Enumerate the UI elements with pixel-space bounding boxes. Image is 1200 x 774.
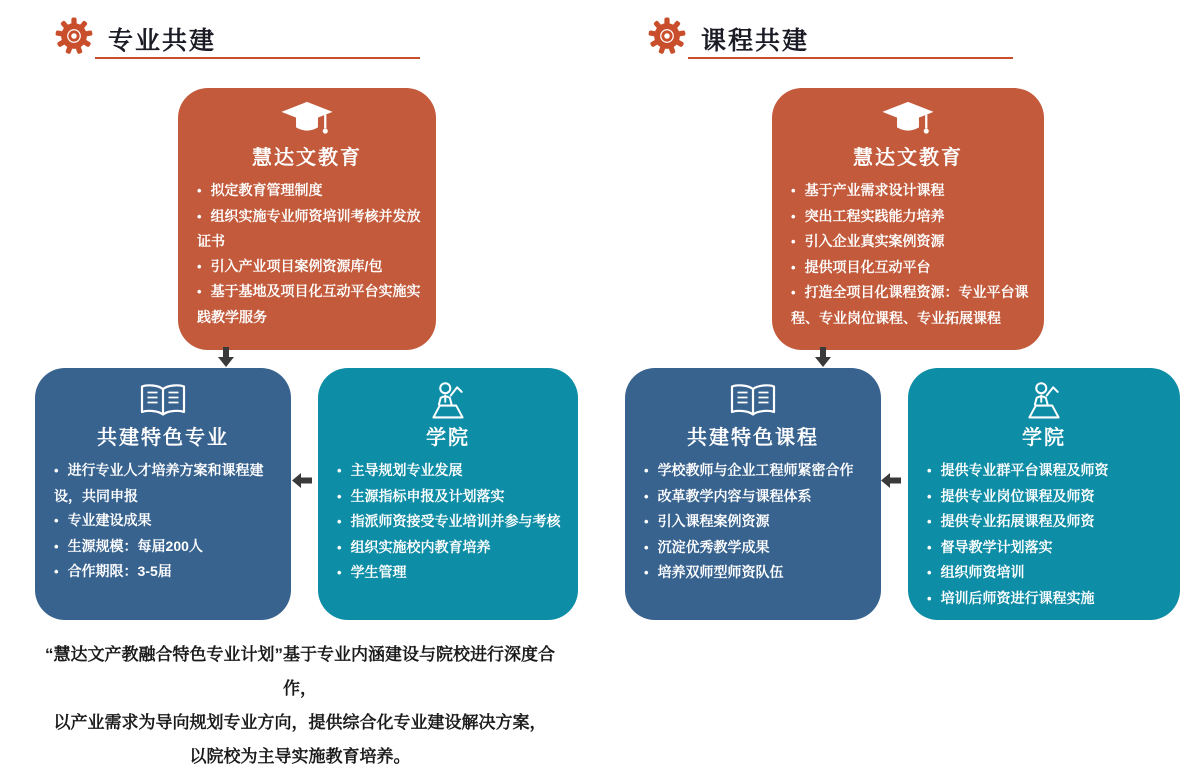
gear-icon [648,17,686,60]
open-book-icon [35,380,291,422]
title-underline [95,57,420,59]
bullet-item: • 进行专业人才培养方案和课程建设，共同申报 [54,458,276,508]
gear-icon [55,17,93,60]
box-title: 共建特色专业 [97,427,229,449]
section-title: 专业共建 [108,26,217,55]
footer-line: 以院校为主导实施教育培养。 [189,747,411,766]
bullet-list [625,458,881,586]
graduation-cap-icon [772,100,1044,142]
result-box [35,368,291,620]
section-course [590,0,1200,748]
bullet-item: • 组织师资培训 [927,560,1165,586]
bullet-item: • 督导教学计划落实 [927,535,1165,561]
bullet-item: • 主导规划专业发展 [337,458,563,484]
bullet-item: • 生源指标申报及计划落实 [337,484,563,510]
bullet-item: • 基于产业需求设计课程 [791,178,1029,204]
bullet-item: • 提供专业拓展课程及师资 [927,509,1165,535]
bullet-item: • 打造全项目化课程资源：专业平台课程、专业岗位课程、专业拓展课程 [791,280,1029,330]
bullet-item: • 基于基地及项目化互动平台实施实践教学服务 [197,279,421,329]
box-title: 慧达文教育 [853,147,963,169]
bullet-item: • 组织实施校内教育培养 [337,535,563,561]
left-arrow-icon [292,473,312,488]
college-box [318,368,578,620]
bullet-item: • 培训后师资进行课程实施 [927,586,1165,612]
bullet-item: • 沉淀优秀教学成果 [644,535,866,561]
bullet-item: • 专业建设成果 [54,508,276,534]
bullet-item: • 拟定教育管理制度 [197,178,421,204]
open-book-icon [625,380,881,422]
bullet-item: • 提供项目化互动平台 [791,255,1029,281]
person-icon [908,380,1180,422]
graduation-cap-icon [178,100,436,142]
bullet-item: • 合作期限：3-5届 [54,559,276,585]
footer-line: “慧达文产教融合特色专业计划”基于专业内涵建设与院校进行深度合作， [45,645,555,698]
bullet-list [772,178,1044,330]
bullet-item: • 引入企业真实案例资源 [791,229,1029,255]
bullet-list [318,458,578,586]
bullet-list [178,178,436,329]
bullet-item: • 提供专业岗位课程及师资 [927,484,1165,510]
box-title: 学院 [1022,427,1066,449]
down-arrow-icon [815,347,831,367]
section-footer [30,638,570,774]
left-arrow-icon [881,473,901,488]
bullet-list [35,458,291,585]
bullet-item: • 学校教师与企业工程师紧密合作 [644,458,866,484]
bullet-item: • 组织实施专业师资培训考核并发放证书 [197,204,421,254]
bullet-item: • 引入产业项目案例资源库/包 [197,254,421,280]
bullet-item: • 生源规模：每届200人 [54,534,276,560]
bullet-list [908,458,1180,611]
box-title: 慧达文教育 [252,147,362,169]
section-professional [0,0,600,766]
down-arrow-icon [218,347,234,367]
section-header [648,17,809,60]
bullet-item: • 引入课程案例资源 [644,509,866,535]
bullet-item: • 突出工程实践能力培养 [791,204,1029,230]
person-icon [318,380,578,422]
provider-box [772,88,1044,350]
box-title: 学院 [426,427,470,449]
result-box [625,368,881,620]
bullet-item: • 培养双师型师资队伍 [644,560,866,586]
bullet-item: • 指派师资接受专业培训并参与考核 [337,509,563,535]
college-box [908,368,1180,620]
provider-box [178,88,436,350]
bullet-item: • 学生管理 [337,560,563,586]
section-title: 课程共建 [701,26,810,55]
box-title: 共建特色课程 [687,427,819,449]
section-header [55,17,216,60]
title-underline [688,57,1013,59]
bullet-item: • 改革教学内容与课程体系 [644,484,866,510]
footer-line: 以产业需求为导向规划专业方向，提供综合化专业建设解决方案， [53,713,547,732]
bullet-item: • 提供专业群平台课程及师资 [927,458,1165,484]
